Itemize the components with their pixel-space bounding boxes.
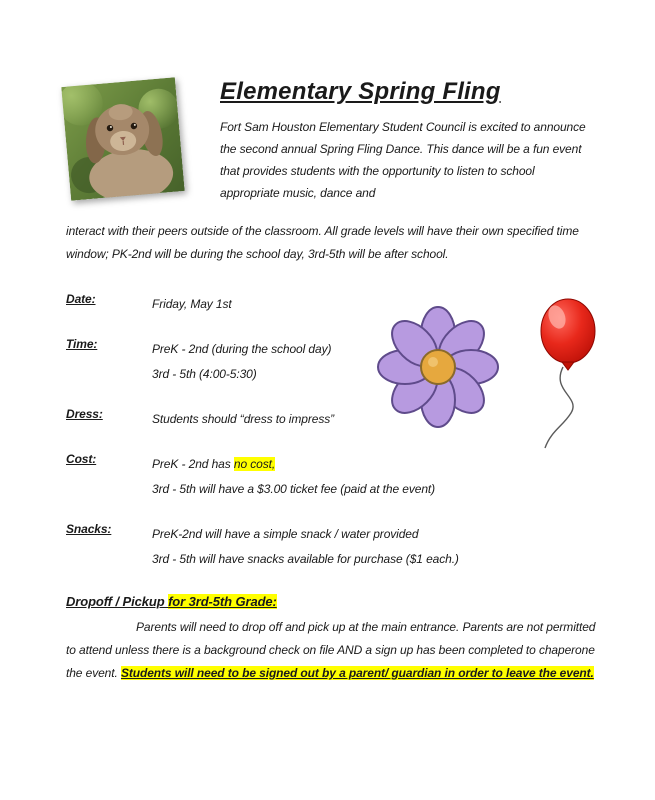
snacks-label: Snacks: bbox=[66, 522, 112, 536]
header-section bbox=[66, 78, 597, 204]
event-details-section bbox=[66, 292, 597, 572]
dress-value bbox=[152, 407, 334, 432]
date-row bbox=[66, 292, 597, 317]
dropoff-pickup-heading bbox=[66, 592, 597, 612]
time-line-2: 3rd - 5th (4:00-5:30) bbox=[152, 367, 257, 381]
cost-row bbox=[66, 452, 597, 502]
cost-value bbox=[152, 452, 435, 502]
dropoff-heading-plain: Dropoff / Pickup bbox=[66, 594, 169, 609]
flower-clipart bbox=[372, 300, 504, 434]
snacks-value bbox=[152, 522, 459, 572]
date-label: Date: bbox=[66, 292, 96, 306]
intro-paragraph-full-width: interact with their peers outside of the classroom. All grade levels will have their own specified time window; PK-2nd will be during the school day, 3rd-5th will be after school. bbox=[66, 224, 579, 261]
cost-label: Cost: bbox=[66, 452, 97, 466]
dress-value-text: Students should “dress to impress” bbox=[152, 412, 335, 426]
date-value-text: Friday, May 1st bbox=[152, 297, 232, 311]
cost-no-cost-highlight: no cost, bbox=[233, 457, 276, 471]
dress-label: Dress: bbox=[66, 407, 103, 421]
cost-line-1-text: PreK - 2nd has bbox=[152, 457, 234, 471]
bunny-photo bbox=[61, 77, 185, 201]
red-balloon-icon bbox=[523, 293, 613, 455]
flyer-title: Elementary Spring Fling bbox=[220, 78, 501, 105]
intro-paragraph-beside-image: Fort Sam Houston Elementary Student Council is excited to announce the second annual Spring Fling Dance. This dance will be a fun event that provides students with the opportunity to listen to school appropriate music, dance and bbox=[220, 120, 586, 200]
time-value bbox=[152, 337, 331, 387]
header-text-block bbox=[220, 78, 592, 204]
dropoff-pickup-paragraph bbox=[66, 616, 597, 685]
time-label: Time: bbox=[66, 337, 98, 351]
dress-row bbox=[66, 407, 597, 432]
snacks-line-2: 3rd - 5th will have snacks available for purchase ($1 each.) bbox=[152, 552, 459, 566]
date-value bbox=[152, 292, 232, 317]
balloon-clipart bbox=[523, 293, 613, 455]
dropoff-heading-highlight: for 3rd-5th Grade: bbox=[168, 594, 277, 609]
time-line-1: PreK - 2nd (during the school day) bbox=[152, 342, 332, 356]
dropoff-body-highlight: Students will need to be signed out by a parent/ guardian in order to leave the event. bbox=[120, 666, 594, 680]
snacks-row bbox=[66, 522, 597, 572]
cost-line-1 bbox=[152, 452, 435, 477]
dropoff-body-plain: Parents will need to drop off and pick up at the main entrance. Parents are not permitted to attend unless there is a background check on file AND a sign up has been completed to chaperone the event. bbox=[66, 620, 596, 680]
time-row bbox=[66, 337, 597, 387]
snacks-line-1: PreK-2nd will have a simple snack / water provided bbox=[152, 527, 419, 541]
cost-line-2: 3rd - 5th will have a $3.00 ticket fee (paid at the event) bbox=[152, 482, 436, 496]
purple-flower-icon bbox=[372, 300, 504, 434]
bunny-photo-image bbox=[61, 77, 185, 201]
